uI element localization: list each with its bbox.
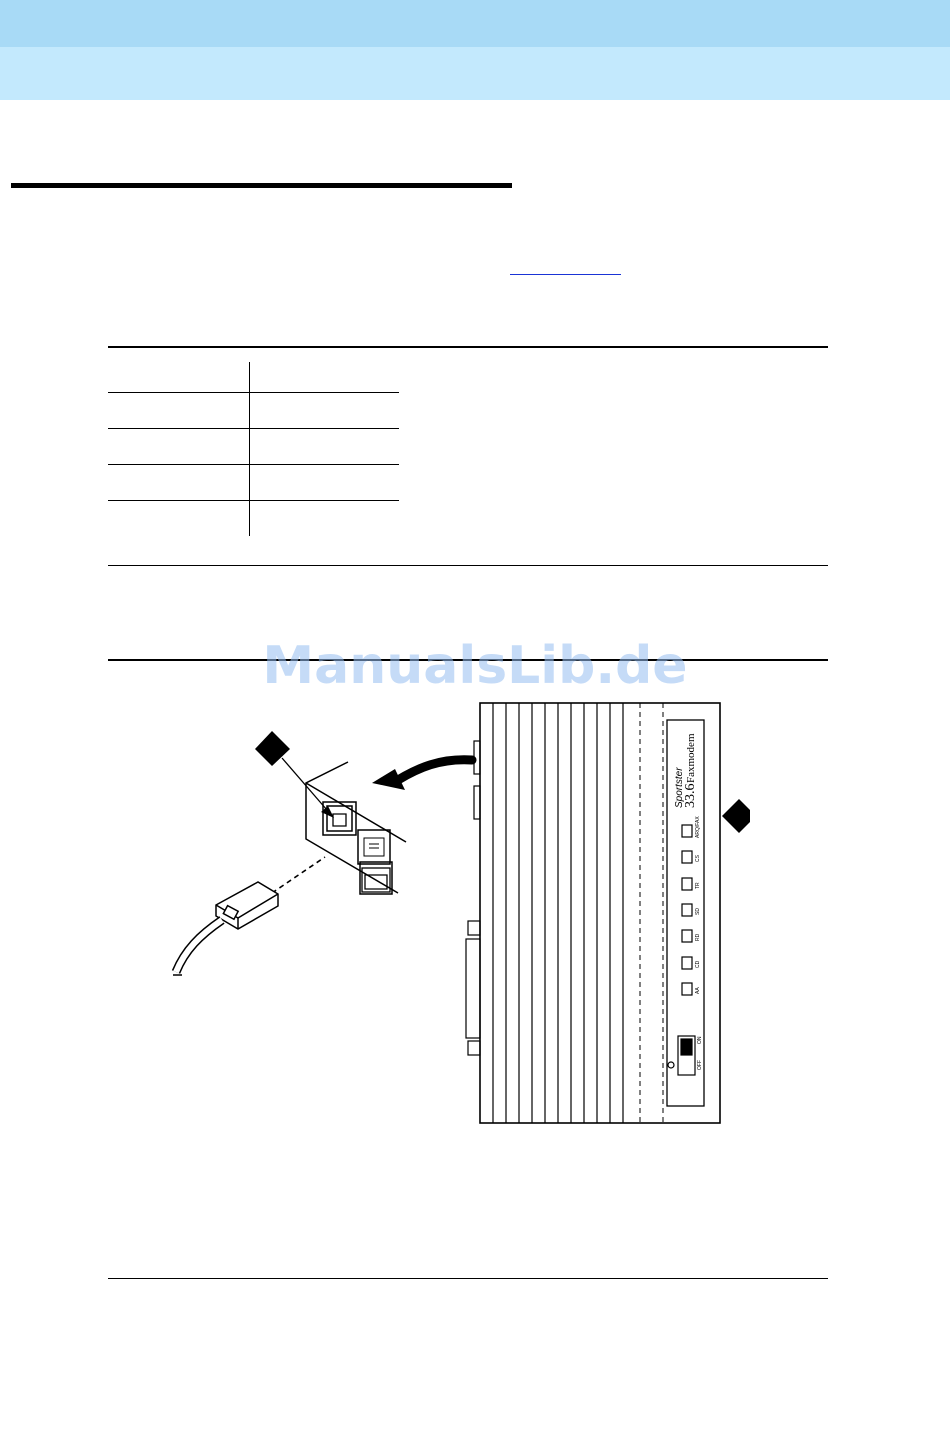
modem-connection-figure [150,690,750,1140]
brand-label: Sportster [674,767,685,808]
cross-reference-link[interactable] [510,274,621,275]
power-switch [668,1036,695,1075]
watermark: ManualsLib.de [262,636,688,696]
led-label: TR [695,882,701,889]
phone-plug-icon [216,882,278,929]
header-band-top [0,0,950,47]
model-label: 33.6 [683,783,698,808]
table-row-divider [108,392,399,393]
table-bottom-rule [108,565,828,566]
footer-rule [108,1278,828,1279]
table-row-divider [108,464,399,465]
table-top-rule [108,346,828,348]
header-band-bottom [0,47,950,100]
table-row-divider [108,428,399,429]
led-label: ARQ/FAX [695,816,701,838]
callout-diamond-icon [722,799,750,833]
led-label: SD [695,908,701,915]
led-label: CD [695,960,701,968]
table-column-divider [249,362,250,536]
switch-off-label: OFF [697,1060,703,1070]
led-label: AA [695,987,701,994]
led-label: CS [695,855,701,862]
product-label: Faxmodem [685,733,697,783]
switch-on-label: ON [697,1036,703,1044]
section-heading-rule [11,183,512,188]
led-label: RD [695,933,701,941]
status-leds [682,825,692,995]
table-row-divider [108,500,399,501]
